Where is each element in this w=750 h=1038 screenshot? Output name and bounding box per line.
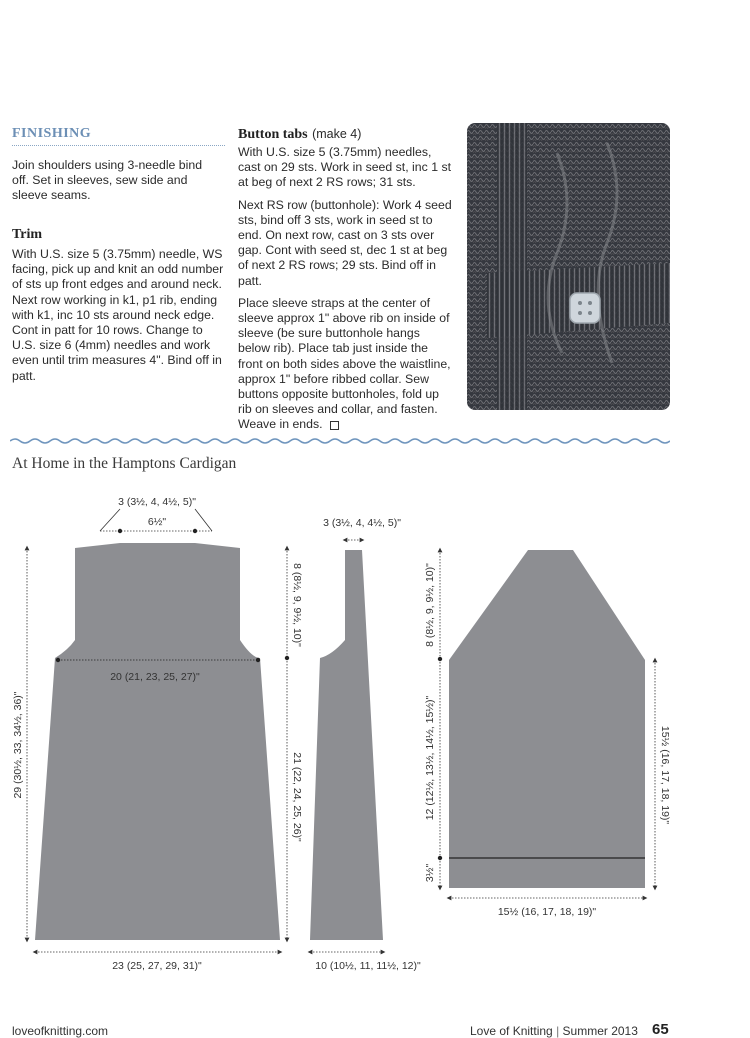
footer-url[interactable]: loveofknitting.com <box>12 1024 109 1038</box>
trim-heading: Trim <box>12 227 43 242</box>
sleeve-length-label: 12 (12½, 13½, 14½, 15½)" <box>424 695 436 821</box>
back-neck-width-label: 6½" <box>147 516 167 528</box>
back-hem-label: 23 (25, 27, 29, 31)" <box>112 960 202 972</box>
end-mark-icon <box>330 421 339 430</box>
button-tabs-p3: Place sleeve straps at the center of sleeve approx 1" above rib on inside of sleeve (be sure buttonhole hangs below rib). Place tab just inside the front on both sides above the waistline, approx 1" before ribbed collar. Sew buttons opposite buttonholes, fold up rib on sleeves and collar, and fasten. Weave in ends. <box>238 295 451 432</box>
knit-button-tab-photo <box>467 123 670 410</box>
sleeve-piece <box>449 550 645 888</box>
sleeve-cap-label: 8 (8½, 9, 9½, 10)" <box>424 563 436 647</box>
finishing-text: Join shoulders using 3-needle bind off. Set in sleeves, sew side and sleeve seams. <box>12 158 203 203</box>
front-piece <box>310 550 383 940</box>
back-chest-label: 20 (21, 23, 25, 27)" <box>110 671 200 683</box>
footer-issue: Summer 2013 <box>562 1024 638 1038</box>
button-tabs-heading: Button tabs <box>238 127 308 142</box>
sleeve-cuff-label: 3½" <box>424 863 436 883</box>
button-tabs-p2: Next RS row (buttonhole): Work 4 seed sts, bind off 3 sts, work in seed st to end. On next row, cast on 3 sts over gap. Cont with seed st, dec 1 st at beg of next 2 RS rows; 29 sts. Bind off in patt. <box>238 197 452 288</box>
schematic-diagram <box>0 480 750 985</box>
button-tabs-section <box>238 125 453 433</box>
back-side-label: 21 (22, 24, 25, 26)" <box>291 752 303 842</box>
back-neck-top-label: 3 (3½, 4, 4½, 5)" <box>118 496 196 508</box>
back-piece <box>35 543 280 940</box>
sleeve-width-side-label: 15½ (16, 17, 18, 19)" <box>659 725 671 825</box>
back-length-label: 29 (30½, 33, 34½, 36)" <box>12 691 24 799</box>
button-tabs-p1: With U.S. size 5 (3.75mm) needles, cast on 29 sts. Work in seed st, inc 1 st at beg of next 2 RS rows; 31 sts. <box>238 145 452 190</box>
back-armhole-label: 8 (8½, 9, 9½, 10)" <box>291 563 303 647</box>
front-shoulder-label: 3 (3½, 4, 4½, 5)" <box>323 517 401 529</box>
finishing-rule <box>12 145 225 146</box>
button-icon <box>570 293 600 323</box>
button-tabs-note: (make 4) <box>312 127 362 141</box>
page-number: 65 <box>652 1021 669 1038</box>
front-hem-label: 10 (10½, 11, 11½, 12)" <box>315 960 421 972</box>
schematic-title: At Home in the Hamptons Cardigan <box>12 455 237 472</box>
wavy-divider <box>10 433 670 443</box>
button-tabs-p3-wrap <box>238 296 453 433</box>
sleeve-width-bottom-label: 15½ (16, 17, 18, 19)" <box>497 906 597 918</box>
footer-magazine: Love of Knitting <box>470 1024 553 1038</box>
footer-publication: Love of Knitting | Summer 2013 <box>470 1024 638 1038</box>
trim-text: With U.S. size 5 (3.75mm) needle, WS facing, pick up and knit an odd number of sts up front edges and around neck. Next row working in k1, p1 rib, ending with k1, inc 10 sts around neck edge. Cont in patt for 10 rows. Change to U.S. size 6 (4mm) needles and work even until trim measures 4". Bind off in patt. <box>12 247 224 383</box>
finishing-heading: FINISHING <box>12 126 92 141</box>
